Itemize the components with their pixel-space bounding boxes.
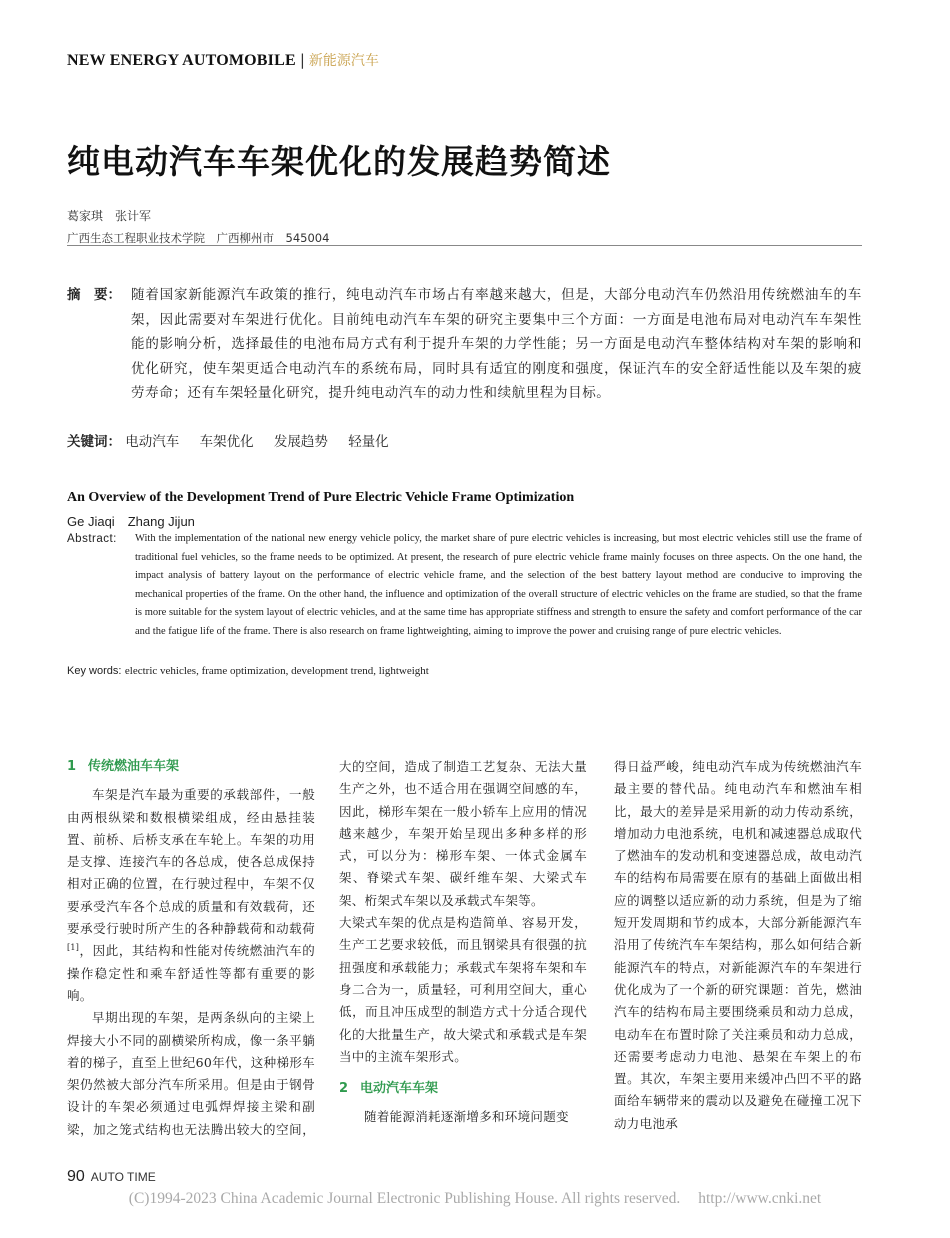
section-title: 传统燃油车车架 — [88, 759, 180, 774]
abstract-en-label: Abstract: — [67, 533, 117, 545]
body-column-1 — [67, 756, 315, 1141]
article-title: 纯电动汽车车架优化的发展趋势简述 — [67, 142, 611, 181]
keywords-cn-label: 关键词： — [67, 434, 121, 450]
affiliation: 广西生态工程职业技术学院 广西柳州市 545004 — [67, 231, 330, 245]
paragraph: 大梁式车架的优点是构造简单、容易开发，生产工艺要求较低，而且钢梁具有很强的抗扭强度和承载能力；承载式车架将车架和车身二合为一，质量轻，可利用空间大，重心低，而且冲压成型的制造方式十分适合现代化的大批量生产，故大梁式和承载式是车架当中的主流车架形式。 — [339, 915, 587, 1064]
keywords-en — [67, 664, 429, 677]
abstract-en — [67, 530, 862, 641]
keywords-en-label: Key words: — [67, 665, 122, 677]
copyright-text: (C)1994-2023 China Academic Journal Electronic Publishing House. All rights reserved. — [128, 1190, 681, 1207]
citation-ref: [1] — [67, 943, 80, 953]
abstract-cn-label: 摘 要： — [67, 287, 121, 303]
author-list: 葛家琪 张计军 — [67, 209, 152, 223]
section-heading — [67, 756, 315, 778]
page-number: 90 — [67, 1168, 85, 1185]
paragraph-continued: 得日益严峻，纯电动汽车成为传统燃油汽车最主要的替代品。纯电动汽车和燃油车相比，最大的差异是采用新的动力传动系统，增加动力电池系统，电机和减速器总成取代了燃油车的发动机和变速器总成，故电动汽车的结构布局需要在原有的基础上面做出相应的调整以适应新的动力系统，但是为了缩短开发周期和节约成本，大部分新能源汽车沿用了传统汽车车架结构，那么如何结合新能源汽车的特点，对新能源汽车的车架进行优化成为了一个新的研究课题：首先，燃油汽车的结构布局主要围绕乘员和动力总成，电动车在布置时除了关注乘员和动力总成，还需要考虑动力电池、悬架在车架上的布置。其次，车架主要用来缓冲凸凹不平的路面给车辆带来的震动以及避免在碰撞工况下动力电池承 — [614, 759, 862, 1131]
footer-journal: AUTO TIME — [90, 1170, 156, 1184]
header-separator: | — [299, 51, 305, 69]
journal-name-cn: 新能源汽车 — [308, 53, 379, 69]
header-divider — [67, 245, 862, 246]
keyword-item: 车架优化 — [199, 434, 254, 450]
abstract-cn — [67, 283, 862, 406]
abstract-cn-text: 随着国家新能源汽车政策的推行，纯电动汽车市场占有率越来越大，但是，大部分电动汽车仍然沿用传统燃油车的车架，因此需要对车架进行优化。目前纯电动汽车车架的研究主要集中三个方面：一方面是电池布局对电动汽车车架性能的影响分析，选择最佳的电池布局方式有利于提升车架的力学性能；另一方面是电动汽车整体结构对车架的影响和优化研究，使车架更适合电动汽车的系统布局，同时具有适宜的刚度和强度，保证汽车的安全舒适性能以及车架的疲劳寿命；还有车架轻量化研究，提升纯电动汽车的动力性和续航里程为目标。 — [131, 287, 862, 401]
section-heading — [339, 1078, 587, 1100]
copyright-watermark — [0, 1190, 950, 1208]
keywords-cn — [67, 430, 405, 450]
section-title: 电动汽车车架 — [360, 1081, 439, 1097]
paragraph: 早期出现的车架，是两条纵向的主梁上焊接大小不同的副横梁所构成，像一条平躺着的梯子，直至上世纪60年代，这种梯形车架仍然被大部分汽车所采用。但是由于钢骨设计的车架必须通过电弧焊焊接主梁和副梁，加之笼式结构也无法腾出较大的空间， — [67, 1010, 315, 1137]
abstract-en-text: With the implementation of the national new energy vehicle policy, the market share of pure electric vehicles is increasing, but most electric vehicles still use the frame of traditional fuel vehicles, so the frame needs to be optimized. At present, the research of pure electric vehicle frame mainly focuses on three aspects. On the one hand, the impact analysis of battery layout on the performance of electric vehicle frame, and the selection of the best battery layout method are conducive to improving the mechanical properties of the frame. On the other hand, the influence and optimization of the overall structure of electric vehicles on the frame are studied, so that the frame is more suitable for the system layout of electric vehicles, and at the same time has appropriate stiffness and strength to ensure the safety and comfort performance of the car and the fatigue life of the frame. There is also research on frame lightweighting, aiming to improve the power and cruising range of pure electric vehicles. — [135, 533, 862, 637]
keyword-item: 发展趋势 — [273, 434, 328, 450]
journal-name-en: NEW ENERGY AUTOMOBILE — [67, 52, 296, 69]
keywords-en-text: electric vehicles, frame optimization, development trend, lightweight — [124, 665, 429, 677]
body-column-3 — [614, 756, 862, 1135]
keyword-item: 电动汽车 — [125, 434, 180, 450]
section-number: 2 — [339, 1081, 349, 1097]
copyright-url: http://www.cnki.net — [698, 1190, 822, 1207]
english-authors: Ge Jiaqi Zhang Jijun — [67, 514, 195, 529]
paragraph: 随着能源消耗逐渐增多和环境问题变 — [364, 1109, 569, 1125]
body-column-2 — [339, 756, 587, 1129]
paragraph-continued: 大的空间，造成了制造工艺复杂、无法大量生产之外，也不适合用在强调空间感的车，因此，梯形车架在一般小轿车上应用的情况越来越少，车架开始呈现出多种多样的形式，可以分为：梯形车架、一体式金属车架、脊梁式车架、碳纤维车架、大梁式车架、桁架式车架以及承载式车架等。 — [339, 759, 587, 908]
page-footer — [67, 1166, 156, 1186]
keyword-item: 轻量化 — [348, 434, 389, 450]
english-title: An Overview of the Development Trend of Pure Electric Vehicle Frame Optimization — [67, 490, 575, 505]
running-header — [67, 50, 379, 70]
section-number: 1 — [67, 759, 77, 774]
paragraph: 车架是汽车最为重要的承载部件，一般由两根纵梁和数根横梁组成，经由悬挂装置、前桥、后桥支承在车轮上。车架的功用是支撑、连接汽车的各总成，使各总成保持相对正确的位置，在行驶过程中，车架不仅要承受汽车各个总成的质量和有效载荷，还要承受行驶时所产生的各种静载荷和动载荷[1]，因此，其结构和性能对传统燃油汽车的操作稳定性和乘车舒适性等都有重要的影响。 — [67, 787, 315, 1003]
